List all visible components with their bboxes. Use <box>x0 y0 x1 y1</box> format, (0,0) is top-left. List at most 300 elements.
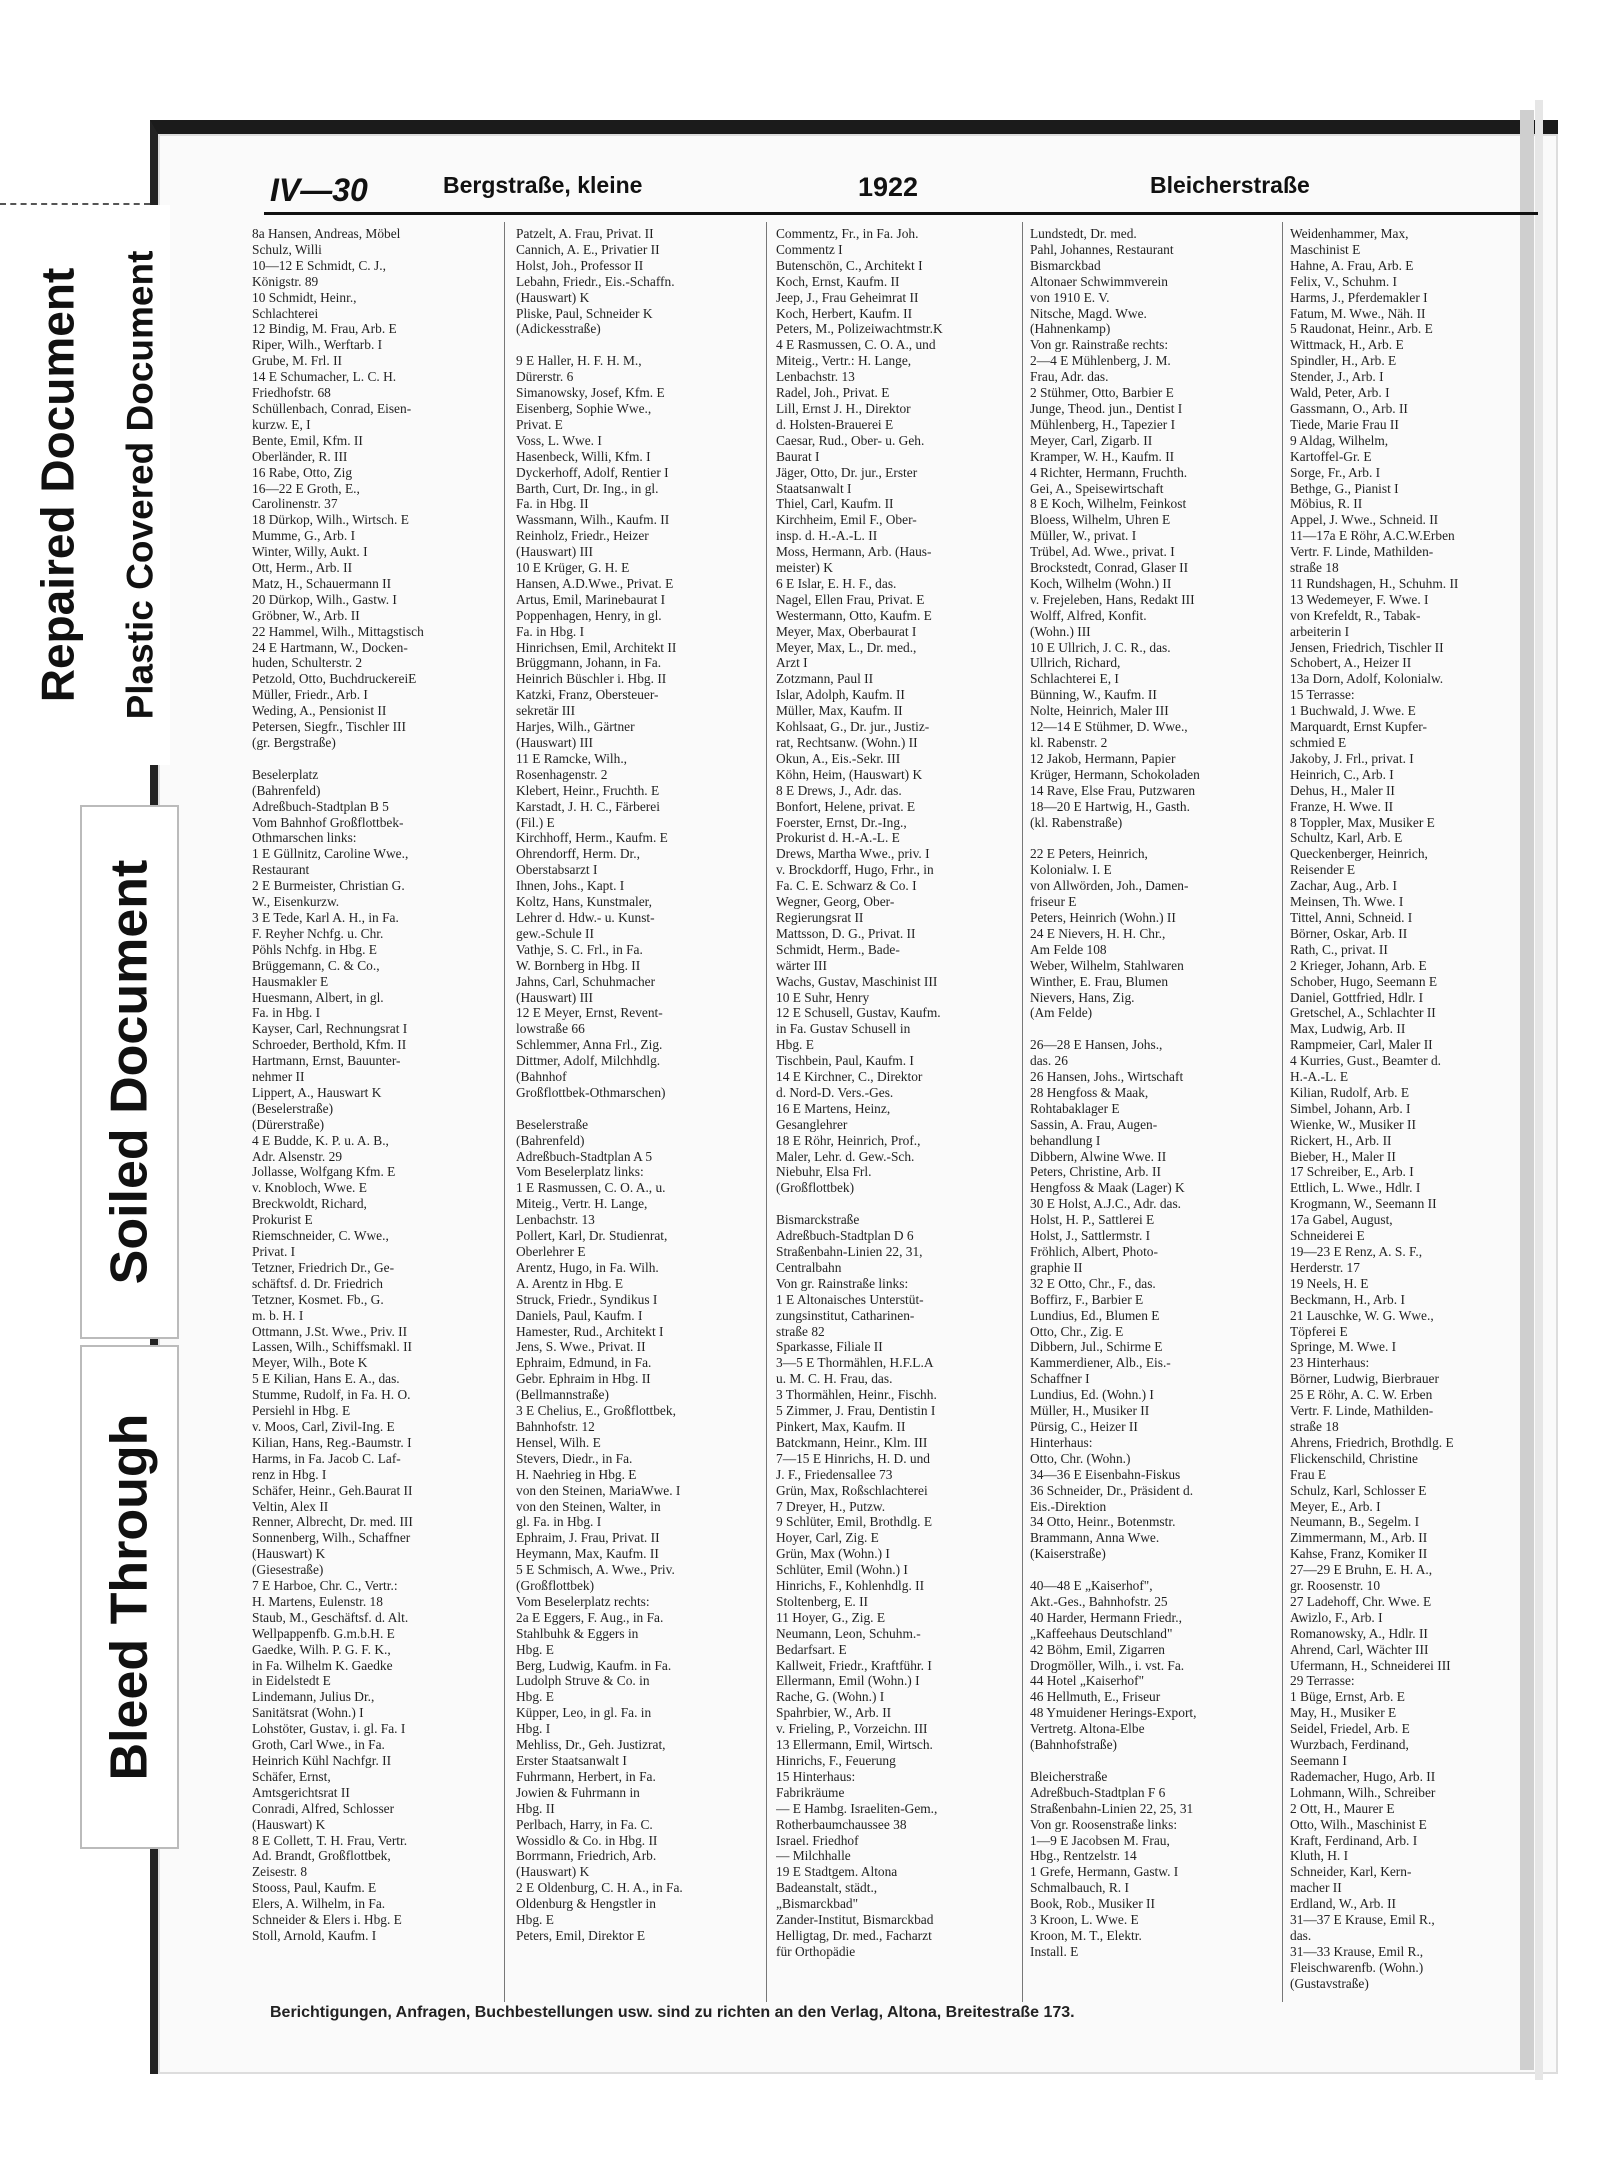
directory-line: Lohmann, Wilh., Schreiber <box>1290 1784 1436 1800</box>
directory-line: Harjes, Wilh., Gärtner <box>516 719 635 735</box>
directory-line: Tischbein, Paul, Kaufm. I <box>776 1053 914 1069</box>
directory-line: F. Reyher Nchfg. u. Chr. <box>252 925 384 941</box>
directory-line: Töpferei E <box>1290 1323 1348 1339</box>
directory-line: Baurat I <box>776 448 820 464</box>
directory-line: Carolinenstr. 37 <box>252 496 338 512</box>
directory-line: Mehliss, Dr., Geh. Justizrat, <box>516 1737 666 1753</box>
directory-line: Ephraim, Edmund, in Fa. <box>516 1355 652 1371</box>
directory-line: Miteig., Vertr.: H. Lange, <box>776 353 912 369</box>
directory-line: 30 E Holst, A.J.C., Adr. das. <box>1030 1196 1182 1212</box>
directory-line: 17 Schreiber, E., Arb. I <box>1290 1164 1414 1180</box>
directory-line: 10 E Krüger, G. H. E <box>516 560 630 576</box>
directory-line: Frau E <box>1290 1466 1327 1482</box>
directory-line: Brockstedt, Conrad, Glaser II <box>1030 560 1189 576</box>
directory-line: Berg, Ludwig, Kaufm. in Fa. <box>516 1657 672 1673</box>
directory-line: (Kaiserstraße) <box>1030 1546 1106 1562</box>
directory-line: Pahl, Johannes, Restaurant <box>1030 241 1174 257</box>
directory-line: Grube, M. Frl. II <box>252 353 343 369</box>
directory-line: Gretschel, A., Schlachter II <box>1290 1005 1436 1021</box>
directory-line: Jollasse, Wolfgang Kfm. E <box>252 1164 396 1180</box>
directory-line: Struck, Friedr., Syndikus I <box>516 1291 658 1307</box>
directory-line: Fa. in Hbg. II <box>516 496 589 512</box>
directory-line: Zimmermann, M., Arb. II <box>1290 1530 1428 1546</box>
directory-line: Kahse, Franz, Komiker II <box>1290 1546 1428 1562</box>
directory-line: 1 Buchwald, J. Wwe. E <box>1290 703 1416 719</box>
directory-line: Fa. C. E. Schwarz & Co. I <box>776 878 917 894</box>
directory-line: Schäfer, Ernst, <box>252 1768 331 1784</box>
directory-line: Nagel, Ellen Frau, Privat. E <box>776 591 925 607</box>
directory-line: W., Eisenkurzw. <box>252 894 340 910</box>
directory-line: von 1910 E. V. <box>1030 289 1110 305</box>
directory-line <box>516 1101 754 1117</box>
directory-line: 1—9 E Jacobsen M. Frau, <box>1030 1832 1170 1848</box>
directory-line: Felix, V., Schuhm. I <box>1290 273 1398 289</box>
directory-line: Von gr. Roosenstraße links: <box>1030 1816 1178 1832</box>
directory-line: Fatum, M. Wwe., Näh. II <box>1290 305 1426 321</box>
directory-line: 42 Böhm, Emil, Zigarren <box>1030 1641 1165 1657</box>
directory-line: Neumann, Leon, Schuhm.- <box>776 1625 921 1641</box>
directory-line: insp. d. H.-A.-L. II <box>776 528 878 544</box>
directory-line: Vom Bahnhof Großflottbek- <box>252 814 404 830</box>
directory-line: (Hauswart) III <box>516 735 593 750</box>
directory-line: Meinsen, Th. Wwe. I <box>1290 894 1404 910</box>
directory-line: Lohstöter, Gustav, i. gl. Fa. I <box>252 1721 406 1737</box>
directory-line: Petzold, Otto, BuchdruckereiE <box>252 671 417 687</box>
directory-line: Frau, Adr. das. <box>1030 369 1109 385</box>
directory-line: 2—4 E Mühlenberg, J. M. <box>1030 353 1171 369</box>
directory-line: 1 Grefe, Hermann, Gastw. I <box>1030 1864 1179 1880</box>
directory-line: Schneider, Karl, Kern- <box>1290 1864 1412 1880</box>
directory-line: Schaffner I <box>1030 1371 1090 1387</box>
directory-line: 21 Lauschke, W. G. Wwe., <box>1290 1307 1434 1323</box>
directory-line: A. Arentz in Hbg. E <box>516 1275 624 1291</box>
directory-line: Gassmann, O., Arb. II <box>1290 400 1408 416</box>
directory-line: 19 Neels, H. E <box>1290 1275 1369 1291</box>
directory-line: Schmidt, Herm., Bade- <box>776 941 900 957</box>
directory-line: Heymann, Max, Kaufm. II <box>516 1546 659 1562</box>
directory-line: Lenbachstr. 13 <box>776 369 855 385</box>
directory-line: kurzw. E, I <box>252 416 311 432</box>
directory-line: Radel, Joh., Privat. E <box>776 385 890 401</box>
directory-line: Hinrichsen, Emil, Architekt II <box>516 639 677 655</box>
directory-line: 2 Stühmer, Otto, Barbier E <box>1030 385 1174 401</box>
directory-line: wärter III <box>776 957 827 973</box>
directory-line: von Allwörden, Joh., Damen- <box>1030 878 1189 894</box>
directory-line: 11 Rundshagen, H., Schuhm. II <box>1290 575 1459 591</box>
directory-line: Maler, Lehr. d. Gew.-Sch. <box>776 1148 915 1164</box>
directory-line: Adreßbuch-Stadtplan D 6 <box>776 1228 914 1244</box>
directory-line: 3 Thormählen, Heinr., Fischh. <box>776 1387 937 1403</box>
directory-line: Jäger, Otto, Dr. jur., Erster <box>776 464 918 480</box>
directory-line: von den Steinen, MariaWwe. I <box>516 1482 681 1498</box>
directory-line: Küpper, Leo, in gl. Fa. in <box>516 1705 652 1721</box>
directory-line: Fa. in Hbg. I <box>516 623 585 639</box>
directory-line: Appel, J. Wwe., Schneid. II <box>1290 512 1439 528</box>
directory-line: Müller, Max, Kaufm. II <box>776 703 903 719</box>
directory-line: Holst, J., Sattlermstr. I <box>1030 1228 1151 1244</box>
directory-line: Otto, Chr., Zig. E <box>1030 1323 1124 1339</box>
directory-line: Adreßbuch-Stadtplan A 5 <box>516 1148 653 1164</box>
directory-line: (Adickesstraße) <box>516 321 601 337</box>
directory-line: Kammerdiener, Alb., Eis.- <box>1030 1355 1171 1371</box>
directory-line: Eisenberg, Sophie Wwe., <box>516 400 652 416</box>
directory-line: Wellpappenfb. G.m.b.H. E <box>252 1625 395 1641</box>
directory-line: Perlbach, Harry, in Fa. C. <box>516 1816 653 1832</box>
directory-line: 11—17a E Röhr, A.C.W.Erben <box>1290 528 1455 544</box>
directory-line: 12 Bindig, M. Frau, Arb. E <box>252 321 397 337</box>
directory-line: (Fil.) E <box>516 814 555 830</box>
directory-line: Am Felde 108 <box>1030 941 1107 957</box>
directory-line: Rampmeier, Carl, Maler II <box>1290 1037 1433 1053</box>
directory-line: Rickert, H., Arb. II <box>1290 1132 1392 1148</box>
directory-line: Rotherbaumchaussee 38 <box>776 1816 907 1832</box>
label-soiled-text: Soiled Document <box>100 859 159 1285</box>
directory-line: Westermann, Otto, Kaufm. E <box>776 607 932 623</box>
directory-line: Pliske, Paul, Schneider K <box>516 305 653 321</box>
directory-line: 13 Wedemeyer, F. Wwe. I <box>1290 591 1429 607</box>
directory-line: Rademacher, Hugo, Arb. II <box>1290 1768 1436 1784</box>
directory-line: 12—14 E Stühmer, D. Wwe., <box>1030 719 1188 735</box>
directory-line: Othmarschen links: <box>252 830 357 846</box>
directory-line: Patzelt, A. Frau, Privat. II <box>516 226 654 241</box>
directory-line: Schlachterei <box>252 305 319 321</box>
directory-line: Islar, Adolph, Kaufm. II <box>776 687 905 703</box>
directory-line: 9 Schlüter, Emil, Brothdlg. E <box>776 1514 933 1530</box>
directory-line: Kartoffel-Gr. E <box>1290 448 1372 464</box>
directory-line: Ottmann, J.St. Wwe., Priv. II <box>252 1323 408 1339</box>
directory-line: Sorge, Fr., Arb. I <box>1290 464 1381 480</box>
directory-line: Pöhls Nchfg. in Hbg. E <box>252 941 377 957</box>
directory-line: Bahnhofstr. 12 <box>516 1418 595 1434</box>
directory-line: Katzki, Franz, Obersteuer- <box>516 687 659 703</box>
directory-line: 34 Otto, Heinr., Botenmstr. <box>1030 1514 1176 1530</box>
directory-line: Spahrbier, W., Arb. II <box>776 1705 892 1721</box>
directory-line: Sanitätsrat (Wohn.) I <box>252 1705 364 1721</box>
directory-line: Tetzner, Kosmet. Fb., G. <box>252 1291 384 1307</box>
directory-line: 20 Dürkop, Wilh., Gastw. I <box>252 591 397 607</box>
directory-line: Fleischwarenfb. (Wohn.) <box>1290 1959 1424 1975</box>
directory-line: Jowien & Fuhrmann in <box>516 1784 640 1800</box>
directory-line: Awizlo, F., Arb. I <box>1290 1609 1383 1625</box>
directory-line: Thiel, Carl, Kaufm. II <box>776 496 894 512</box>
directory-line: 5 Raudonat, Heinr., Arb. E <box>1290 321 1433 337</box>
directory-line: Weber, Wilhelm, Stahlwaren <box>1030 957 1184 973</box>
directory-line: das. <box>1290 1927 1312 1943</box>
directory-line: friseur E <box>1030 894 1077 910</box>
directory-line: gr. Roosenstr. 10 <box>1290 1578 1381 1594</box>
directory-line: Ufermann, H., Schneiderei III <box>1290 1657 1451 1673</box>
directory-line: Harms, in Fa. Jacob C. Laf- <box>252 1450 401 1466</box>
directory-line: Install. E <box>1030 1943 1079 1959</box>
directory-line: Wurzbach, Ferdinand, <box>1290 1737 1409 1753</box>
directory-line: Vertretg. Altona-Elbe <box>1030 1721 1145 1737</box>
directory-line: Schmalbauch, R. I <box>1030 1880 1129 1896</box>
directory-line: Peters, M., Polizeiwachtmstr.K <box>776 321 943 337</box>
directory-line: Stoll, Arnold, Kaufm. I <box>252 1927 377 1943</box>
directory-line: Kolonialw. I. E <box>1030 862 1112 878</box>
directory-line: Krüger, Hermann, Schokoladen <box>1030 766 1200 782</box>
directory-line: (Hauswart) K <box>516 289 590 305</box>
directory-line: Beselerstraße <box>516 1116 589 1132</box>
directory-line: Lundius, Ed. (Wohn.) I <box>1030 1387 1154 1403</box>
directory-line: Matz, H., Schauermann II <box>252 575 392 591</box>
directory-line: 8a Hansen, Andreas, Möbel <box>252 226 401 241</box>
directory-line: Sparkasse, Filiale II <box>776 1339 883 1355</box>
directory-line: Otto, Chr. (Wohn.) <box>1030 1450 1131 1466</box>
directory-line: 27 Ladehoff, Chr. Wwe. E <box>1290 1593 1432 1609</box>
directory-line: 3—5 E Thormählen, H.F.L.A <box>776 1355 934 1371</box>
directory-line: Simbel, Johann, Arb. I <box>1290 1100 1411 1116</box>
directory-line: Prokurist d. H.-A.-L. E <box>776 830 900 846</box>
directory-line: Stooss, Paul, Kaufm. E <box>252 1880 377 1896</box>
directory-line: 9 Aldag, Wilhelm, <box>1290 432 1389 448</box>
directory-line: 12 E Meyer, Ernst, Revent- <box>516 1005 663 1021</box>
directory-line: Max, Ludwig, Arb. II <box>1290 1021 1406 1037</box>
directory-line: Bismarckbad <box>1030 257 1101 273</box>
directory-line: Artus, Emil, Marinebaurat I <box>516 591 666 607</box>
directory-line: Weding, A., Pensionist II <box>252 703 387 719</box>
directory-line: May, H., Musiker E <box>1290 1705 1397 1721</box>
directory-line: Oberstabsarzt I <box>516 862 598 878</box>
directory-line <box>1030 1021 1270 1037</box>
directory-line: Schroeder, Berthold, Kfm. II <box>252 1037 407 1053</box>
directory-line: Kirchhoff, Herm., Kaufm. E <box>516 830 668 846</box>
directory-line: Brüggemann, C. & Co., <box>252 957 380 973</box>
directory-line: H. Naehrieg in Hbg. E <box>516 1466 637 1482</box>
directory-line: Ullrich, Richard, <box>1030 655 1121 671</box>
directory-line: Meyer, Max, L., Dr. med., <box>776 639 917 655</box>
directory-line: Börner, Oskar, Arb. II <box>1290 925 1408 941</box>
directory-line: Wachs, Gustav, Maschinist III <box>776 973 938 989</box>
directory-line: Bünning, W., Kaufm. II <box>1030 687 1157 703</box>
directory-line: (Bahrenfeld) <box>252 782 321 798</box>
directory-line: Stahlbuhk & Eggers in <box>516 1625 639 1641</box>
directory-line: Butenschön, C., Architekt I <box>776 257 923 273</box>
directory-line: (Wohn.) III <box>1030 623 1091 639</box>
directory-line: Ott, Herm., Arb. II <box>252 560 353 576</box>
directory-line: Sonnenberg, Wilh., Schaffner <box>252 1530 411 1546</box>
directory-line: 3 E Tede, Karl A. H., in Fa. <box>252 909 399 925</box>
directory-line: Bieber, H., Maler II <box>1290 1148 1396 1164</box>
directory-line: Amtsgerichtsrat II <box>252 1784 350 1800</box>
directory-line: Schober, Hugo, Seemann E <box>1290 973 1438 989</box>
directory-line: Miteig., Vertr. H. Lange, <box>516 1196 648 1212</box>
directory-line: Renner, Albrecht, Dr. med. III <box>252 1514 413 1530</box>
directory-line: Dittmer, Adolf, Milchhdlg. <box>516 1053 661 1069</box>
directory-line: 8 E Collett, T. H. Frau, Vertr. <box>252 1832 408 1848</box>
directory-line: Hbg. II <box>516 1800 555 1816</box>
directory-line: Schlachterei E, I <box>1030 671 1119 687</box>
directory-line: Weidenhammer, Max, <box>1290 226 1409 241</box>
directory-line: Rache, G. (Wohn.) I <box>776 1689 885 1705</box>
directory-line: (Dürerstraße) <box>252 1116 325 1132</box>
directory-line <box>1030 1562 1270 1578</box>
directory-line: Lassen, Wilh., Schiffsmakl. II <box>252 1339 413 1355</box>
directory-line: zungsinstitut, Catharinen- <box>776 1307 915 1323</box>
directory-line: Kirchheim, Emil F., Ober- <box>776 512 917 528</box>
header-left-street: Bergstraße, kleine <box>443 172 643 198</box>
directory-line: Heinrich Büschler i. Hbg. II <box>516 671 667 687</box>
directory-line: Stender, J., Arb. I <box>1290 369 1384 385</box>
directory-line: Caesar, Rud., Ober- u. Geh. <box>776 432 925 448</box>
directory-line: Daniel, Gottfried, Hdlr. I <box>1290 989 1424 1005</box>
directory-line: Hartmann, Ernst, Bauunter- <box>252 1053 401 1069</box>
directory-line: Adreßbuch-Stadtplan B 5 <box>252 798 389 814</box>
directory-line: Spindler, H., Arb. E <box>1290 353 1397 369</box>
directory-line: Koch, Wilhelm (Wohn.) II <box>1030 575 1172 591</box>
directory-line: 4 E Budde, K. P. u. A. B., <box>252 1132 389 1148</box>
directory-line: 44 Hotel „Kaiserhof" <box>1030 1673 1145 1689</box>
directory-line: Hausmakler E <box>252 973 329 989</box>
directory-line: (Hauswart) K <box>252 1546 326 1562</box>
directory-line: (Großflottbek) <box>516 1578 595 1594</box>
directory-line: Voss, L. Wwe. I <box>516 432 602 448</box>
directory-line: Bismarckstraße <box>776 1212 860 1228</box>
directory-line: W. Bornberg in Hbg. II <box>516 957 641 973</box>
directory-line: Adreßbuch-Stadtplan F 6 <box>1030 1784 1166 1800</box>
directory-line: d. Nord-D. Vers.-Ges. <box>776 1084 894 1100</box>
directory-line: Vom Beselerplatz links: <box>516 1164 644 1180</box>
directory-line: in Fa. Gustav Schusell in <box>776 1021 911 1037</box>
directory-line: Hahne, A. Frau, Arb. E <box>1290 257 1414 273</box>
directory-line: 2 Krieger, Johann, Arb. E <box>1290 957 1427 973</box>
directory-line: v. Moos, Carl, Zivil-Ing. E <box>252 1418 395 1434</box>
directory-line: „Kaffeehaus Deutschland" <box>1030 1625 1173 1641</box>
directory-line: Niebuhr, Elsa Frl. <box>776 1164 872 1180</box>
directory-line: H.-A.-L. E <box>1290 1069 1349 1085</box>
directory-line: nehmer II <box>252 1069 305 1085</box>
directory-line: Wittmack, H., Arb. E <box>1290 337 1404 353</box>
directory-line: Fröhlich, Albert, Photo- <box>1030 1244 1158 1259</box>
directory-line: Klebert, Heinr., Fruchth. E <box>516 782 660 798</box>
directory-line: Israel. Friedhof <box>776 1832 859 1848</box>
directory-line: Trübel, Ad. Wwe., privat. I <box>1030 544 1175 560</box>
directory-line: 17a Gabel, August, <box>1290 1212 1393 1228</box>
directory-line <box>1030 830 1270 846</box>
directory-line: Cannich, A. E., Privatier II <box>516 241 660 257</box>
directory-line: graphie II <box>1030 1259 1083 1275</box>
directory-line: 29 Terrasse: <box>1290 1673 1355 1689</box>
directory-line: 22 Hammel, Wilh., Mittagstisch <box>252 623 424 639</box>
directory-line: 40 Harder, Hermann Friedr., <box>1030 1609 1182 1625</box>
directory-line: Hbg., Rentzelstr. 14 <box>1030 1848 1137 1864</box>
directory-line: Wegner, Georg, Ober- <box>776 894 895 910</box>
directory-line: Schulz, Willi <box>252 241 322 257</box>
directory-line: Wassmann, Wilh., Kaufm. II <box>516 512 670 528</box>
directory-line: Stoltenberg, E. II <box>776 1593 868 1609</box>
directory-line: Lundius, Ed., Blumen E <box>1030 1307 1160 1323</box>
directory-line: — E Hambg. Israeliten-Gem., <box>776 1800 938 1816</box>
directory-line: Vertr. F. Linde, Mathilden- <box>1290 1403 1434 1419</box>
directory-line: 16 Rabe, Otto, Zig <box>252 464 353 480</box>
directory-line: Nitsche, Magd. Wwe. <box>1030 305 1147 321</box>
directory-line <box>516 337 754 353</box>
directory-line: 48 Ymuidener Herings-Export, <box>1030 1705 1197 1721</box>
directory-line: Otto, Wilh., Maschinist E <box>1290 1816 1427 1832</box>
directory-line: Jensen, Friedrich, Tischler II <box>1290 639 1444 655</box>
directory-line: Straßenbahn-Linien 22, 25, 31 <box>1030 1800 1194 1816</box>
directory-line: Kallweit, Friedr., Kraftführ. I <box>776 1657 932 1673</box>
directory-line: das. 26 <box>1030 1053 1068 1069</box>
directory-line: Hbg. E <box>516 1641 554 1657</box>
directory-line <box>252 751 488 767</box>
directory-line: (Großflottbek) <box>776 1180 855 1196</box>
directory-line: Nolte, Heinrich, Maler III <box>1030 703 1169 719</box>
directory-line: Vathje, S. C. Frl., in Fa. <box>516 941 643 957</box>
directory-line: Privat. E <box>516 416 563 432</box>
directory-line: Beckmann, H., Arb. I <box>1290 1291 1405 1307</box>
directory-line: Schneider & Elers i. Hbg. E <box>252 1912 402 1928</box>
directory-line: Lindemann, Julius Dr., <box>252 1689 375 1705</box>
directory-line: 18 Dürkop, Wilh., Wirtsch. E <box>252 512 409 528</box>
directory-line: Ihnen, Johs., Kapt. I <box>516 878 625 894</box>
directory-line: Reisender E <box>1290 862 1356 878</box>
directory-line: Gröbner, W., Arb. II <box>252 607 360 623</box>
publisher-footer: Berichtigungen, Anfragen, Buchbestellungen usw. sind zu richten an den Verlag, Altona, Breitestraße 173. <box>270 2004 1075 2021</box>
directory-line: 4 Richter, Hermann, Fruchth. <box>1030 464 1188 480</box>
directory-line: Rath, C., privat. II <box>1290 941 1388 957</box>
directory-line: Fabrikräume <box>776 1784 845 1800</box>
directory-line: Bente, Emil, Kfm. II <box>252 432 363 448</box>
directory-column-4 <box>1030 226 1270 1998</box>
directory-line: Wossidlo & Co. in Hbg. II <box>516 1832 658 1848</box>
directory-line: Borrmann, Friedrich, Arb. <box>516 1848 657 1864</box>
directory-line: Wolff, Alfred, Konfit. <box>1030 607 1147 623</box>
directory-line: 24 E Nievers, H. H. Chr., <box>1030 925 1166 941</box>
directory-line <box>776 1196 1016 1212</box>
directory-line: 2a E Eggers, F. Aug., in Fa. <box>516 1609 664 1625</box>
directory-line: Heinrich, C., Arb. I <box>1290 766 1394 782</box>
directory-line: meister) K <box>776 560 833 576</box>
directory-line: (kl. Rabenstraße) <box>1030 814 1123 830</box>
directory-line: für Orthopädie <box>776 1943 856 1959</box>
directory-line: v. Knobloch, Wwe. E <box>252 1180 367 1196</box>
directory-line: Meyer, Wilh., Bote K <box>252 1355 368 1371</box>
directory-line: Petersen, Siegfr., Tischler III <box>252 719 406 735</box>
directory-line: 18 E Röhr, Heinrich, Prof., <box>776 1132 921 1148</box>
directory-line: Sassin, A. Frau, Augen- <box>1030 1116 1158 1132</box>
directory-line: Ad. Brandt, Großflottbek, <box>252 1848 391 1864</box>
directory-line: Bleicherstraße <box>1030 1768 1108 1784</box>
page-header <box>268 172 1538 212</box>
directory-line: 46 Hellmuth, E., Friseur <box>1030 1689 1161 1705</box>
directory-line: Schlüter, Emil (Wohn.) I <box>776 1562 908 1578</box>
page-edge-outer <box>1535 100 1543 2080</box>
directory-line: Peters, Heinrich (Wohn.) II <box>1030 909 1176 925</box>
directory-line: Hasenbeck, Willi, Kfm. I <box>516 448 651 464</box>
directory-line: Nievers, Hans, Zig. <box>1030 989 1135 1005</box>
directory-line: Queckenberger, Heinrich, <box>1290 846 1428 862</box>
directory-line: Akt.-Ges., Bahnhofstr. 25 <box>1030 1593 1168 1609</box>
directory-line: 31—37 E Krause, Emil R., <box>1290 1912 1435 1928</box>
directory-line: 5 Zimmer, J. Frau, Dentistin I <box>776 1403 936 1419</box>
column-divider <box>504 222 505 2002</box>
directory-line: Ellermann, Emil (Wohn.) I <box>776 1673 920 1689</box>
directory-line: Hinrichs, F., Feuerung <box>776 1753 896 1768</box>
directory-line: von Krefeldt, R., Tabak- <box>1290 607 1421 623</box>
directory-line: Kilian, Rudolf, Arb. E <box>1290 1084 1410 1100</box>
directory-line: Mühlenberg, H., Tapezier I <box>1030 416 1176 432</box>
directory-line: Okun, A., Eis.-Sekr. III <box>776 750 901 766</box>
directory-line: v. Frieling, P., Vorzeichn. III <box>776 1721 928 1737</box>
directory-line: Altonaer Schwimmverein <box>1030 273 1168 289</box>
directory-line: Tetzner, Friedrich Dr., Ge- <box>252 1259 395 1275</box>
directory-line: Stumme, Rudolf, in Fa. H. O. <box>252 1387 411 1403</box>
directory-line: 14 Rave, Else Frau, Putzwaren <box>1030 782 1196 798</box>
directory-line: 8 E Drews, J., Adr. das. <box>776 782 902 798</box>
directory-line: Ahrens, Friedrich, Brothdlg. E <box>1290 1434 1454 1450</box>
directory-line: Staatsanwalt I <box>776 480 852 496</box>
